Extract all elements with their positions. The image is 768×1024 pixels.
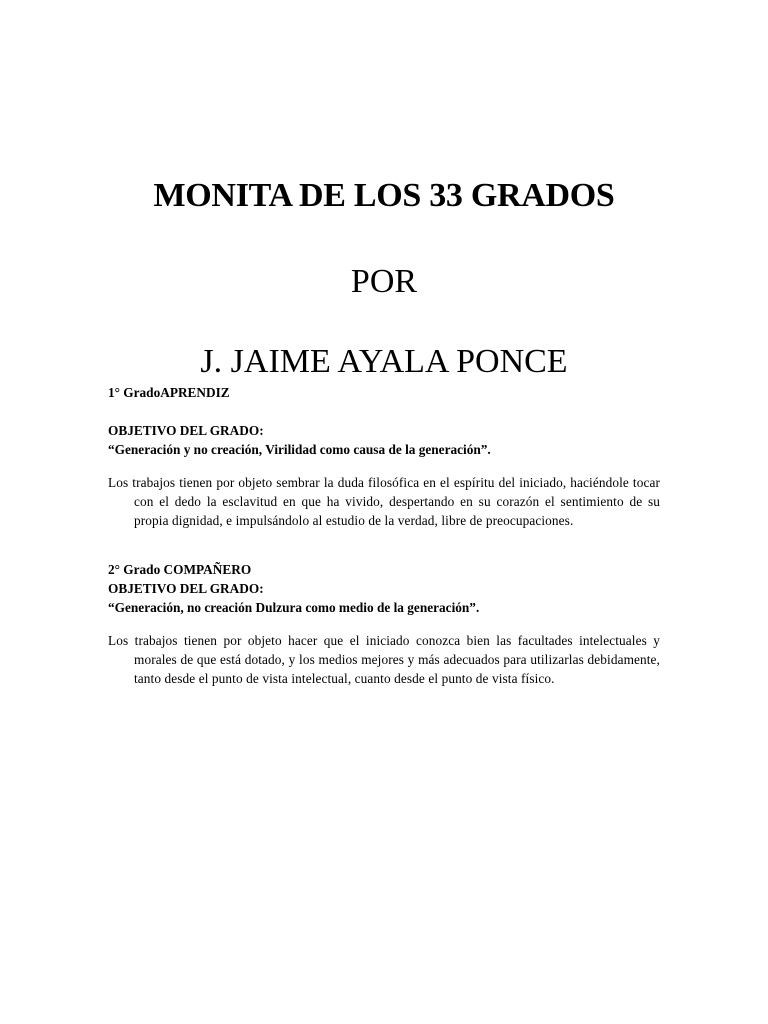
document-author: J. JAIME AYALA PONCE (200, 343, 568, 380)
grade-1-objective-text: “Generación y no creación, Virilidad como causa de la generación”. (108, 442, 491, 457)
grade-1-objective-label: OBJETIVO DEL GRADO: (108, 423, 264, 438)
document-by-line: POR (350, 263, 418, 300)
grade-2-objective-label: OBJETIVO DEL GRADO: (108, 581, 264, 596)
grade-1-heading: 1° GradoAPRENDIZ (108, 385, 230, 400)
grade-2-objective-text: “Generación, no creación Dulzura como medio de la generación”. (108, 600, 480, 615)
document-title: MONITA DE LOS 33 GRADOS (153, 177, 615, 214)
grade-2-heading: 2° Grado COMPAÑERO (108, 562, 252, 577)
grade-2-body: Los trabajos tienen por objeto hacer que el iniciado conozca bien las facultades intelectuales y morales de que está dotado, y los medios mejores y más adecuados para utilizarlas debidamente, tanto desde el punto de vista intelectual, cuanto desde el punto de vista físico. (108, 633, 660, 686)
grade-1-section (108, 383, 660, 530)
grade-1-body: Los trabajos tienen por objeto sembrar la duda filosófica en el espíritu del iniciado, haciéndole tocar con el dedo la esclavitud en que ha vivido, despertando en su corazón el sentimiento de su propia dignidad, e impulsándolo al estudio de la verdad, libre de preocupaciones. (108, 475, 660, 528)
grade-2-section (108, 560, 660, 688)
